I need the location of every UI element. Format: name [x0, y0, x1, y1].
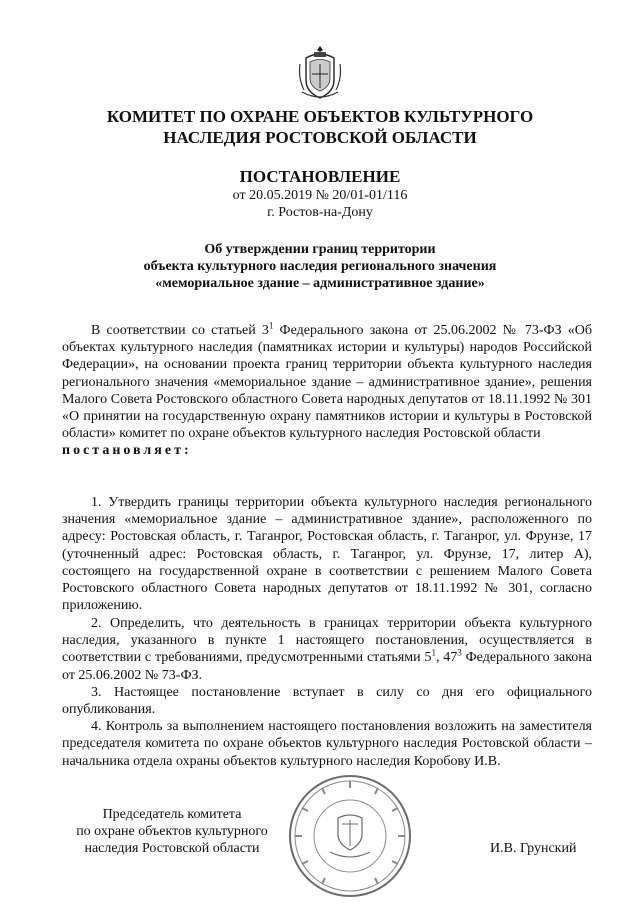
official-seal	[286, 772, 414, 900]
item-text: 2. Определить, что деятельность в границах территории объекта культурного наследия, указанного в пункте 1 настоящего постановления, осуществляется в соответствии с требованиями, предусмотренными статьями 5	[62, 616, 592, 666]
resolves-word: постановляет:	[62, 443, 192, 459]
document-type: ПОСТАНОВЛЕНИЕ	[239, 167, 401, 186]
item-paragraph: 1. Утвердить границы территории объекта культурного наследия регионального значения «мемориальное здание – административное здание», расположенного по адресу: Ростовская область, г. Таганрог, Ростовская область, г. Таганрог, ул. Фрунзе, 17 (уточненный адрес: Ростовская область, г. Таганрог, ул. Фрунзе, 17, литер А), состоящего на государственной охране в соответствии с решением Малого Совета Ростовского областного Совета народных депутатов от 18.11.1992 № 301, согласно приложению.	[62, 495, 592, 614]
committee-title-line: КОМИТЕТ ПО ОХРАНЕ ОБЪЕКТОВ КУЛЬТУРНОГО	[106, 107, 534, 126]
preamble-text: В соответствии со статьей 3	[91, 323, 269, 338]
item-text: , 47	[435, 650, 458, 666]
coat-of-arms-emblem	[296, 44, 344, 102]
superscript: 3	[457, 647, 462, 658]
signature-title-line: по охране объектов культурного	[76, 824, 268, 839]
committee-title-line: НАСЛЕДИЯ РОСТОВСКОЙ ОБЛАСТИ	[163, 128, 477, 147]
superscript: 1	[268, 320, 274, 331]
item-text: Федерального закона от 25.06.2002 № 73-ФЗ.	[62, 650, 593, 683]
signature-title-line: наследия Ростовской области	[84, 841, 260, 856]
item-1	[62, 494, 592, 614]
signature-title	[62, 806, 282, 857]
subject-line: «мемориальное здание – административное здание»	[155, 276, 485, 291]
item-paragraph: 3. Настоящее постановление вступает в силу со дня его официального опубликования.	[62, 684, 592, 718]
signature-title-line: Председатель комитета	[102, 807, 242, 822]
preamble	[62, 322, 592, 460]
date-number: от 20.05.2019 № 20/01-01/116	[232, 188, 408, 203]
item-paragraph: 4. Контроль за выполнением настоящего постановления возложить на заместителя председателя комитета по охране объектов культурного наследия Ростовской области – начальника отдела охраны объектов культурного наследия Коробову И.В.	[62, 719, 592, 769]
subject-line: Об утверждении границ территории	[204, 242, 436, 257]
item-paragraph	[62, 615, 592, 684]
preamble-paragraph	[62, 322, 592, 442]
subject-line: объекта культурного наследия регионального значения	[143, 259, 497, 274]
committee-title	[0, 106, 640, 148]
document-subject	[0, 241, 640, 292]
city: г. Ростов-на-Дону	[267, 205, 373, 220]
document-meta	[0, 187, 640, 221]
superscript: 1	[431, 647, 436, 658]
signer-name: И.В. Грунский	[490, 841, 577, 856]
items-2-4	[62, 615, 592, 770]
preamble-text: Федерального закона от 25.06.2002 № 73-ФЗ «Об объектах культурного наследия (памятниках истории и культуры) народов Российской Федерации», на основании проекта границ территории объекта культурного наследия регионального значения «мемориальное здание – административное здание», решения Малого Совета Ростовского областного Совета народных депутатов от 18.11.1992 № 301 «О принятии на государственную охрану памятников истории и культуры в Ростовской области» комитет по охране объектов культурного наследия Ростовской области	[62, 323, 592, 442]
